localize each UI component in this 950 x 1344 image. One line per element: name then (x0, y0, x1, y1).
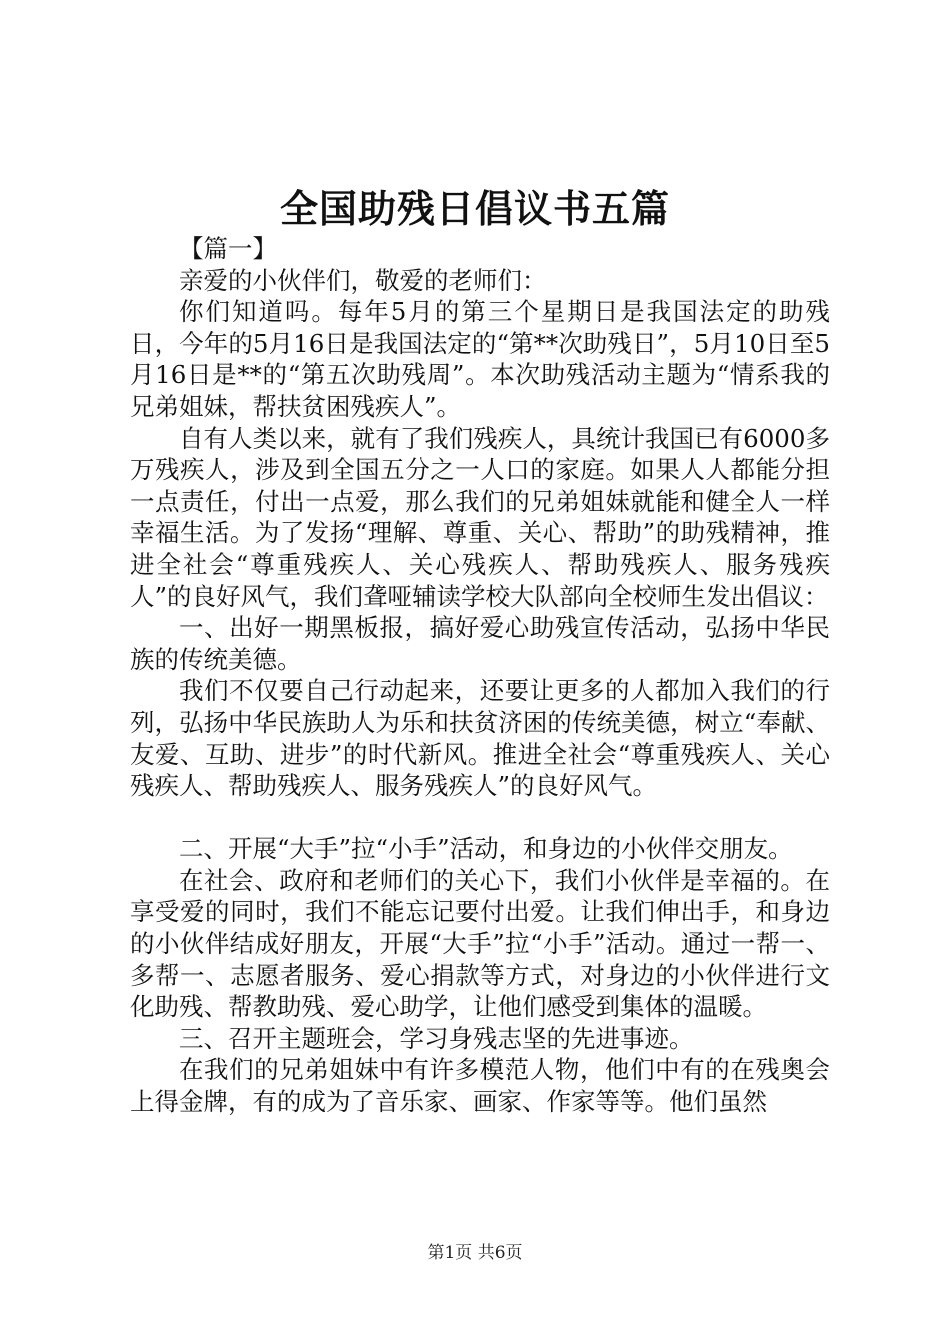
paragraph: 我们不仅要自己行动起来，还要让更多的人都加入我们的行列，弘扬中华民族助人为乐和扶贫济困的传统美德，树立“奉献、友爱、互助、进步”的时代新风。推进全社会“尊重残疾人、关心残疾人、帮助残疾人、服务残疾人”的良好风气。 (130, 676, 830, 801)
salutation: 亲爱的小伙伴们，敬爱的老师们： (179, 265, 547, 295)
page-footer: 第1页 共6页 (427, 1243, 523, 1263)
paragraph: 在我们的兄弟姐妹中有许多模范人物，他们中有的在残奥会上得金牌，有的成为了音乐家、画家、作家等等。他们虽然 (130, 1055, 830, 1117)
document-title: 全国助残日倡议书五篇 (279, 186, 670, 231)
blank-line (130, 802, 830, 834)
paragraph: 在社会、政府和老师们的关心下，我们小伙伴是幸福的。在享受爱的同时，我们不能忘记要付出爱。让我们伸出手，和身边的小伙伴结成好朋友，开展“大手”拉“小手”活动。通过一帮一、多帮一、志愿者服务、爱心捐款等方式，对身边的小伙伴进行文化助残、帮教助残、爱心助学，让他们感受到集体的温暖。 (130, 865, 830, 1022)
paragraph: 二、开展“大手”拉“小手”活动，和身边的小伙伴交朋友。 (179, 834, 793, 864)
section-heading: 【篇一】 (179, 234, 277, 263)
paragraph: 自有人类以来，就有了我们残疾人，具统计我国已有6000多万残疾人，涉及到全国五分之一人口的家庭。如果人人都能分担一点责任，付出一点爱，那么我们的兄弟姐妹就能和健全人一样幸福生活。为了发扬“理解、尊重、关心、帮助”的助残精神，推进全社会“尊重残疾人、关心残疾人、帮助残疾人、服务残疾人”的良好风气，我们聋哑辅读学校大队部向全校师生发出倡议： (130, 423, 830, 611)
paragraph: 一、出好一期黑板报，搞好爱心助残宣传活动，弘扬中华民族的传统美德。 (130, 613, 830, 674)
paragraph: 你们知道吗。每年5月的第三个星期日是我国法定的助残日，今年的5月16日是我国法定的“第**次助残日”，5月10日至5月16日是**的“第五次助残周”。本次助残活动主题为“情系我的兄弟姐妹，帮扶贫困残疾人”。 (130, 297, 830, 421)
paragraph: 三、召开主题班会，学习身残志坚的先进事迹。 (179, 1023, 694, 1053)
document-body (130, 233, 830, 1118)
